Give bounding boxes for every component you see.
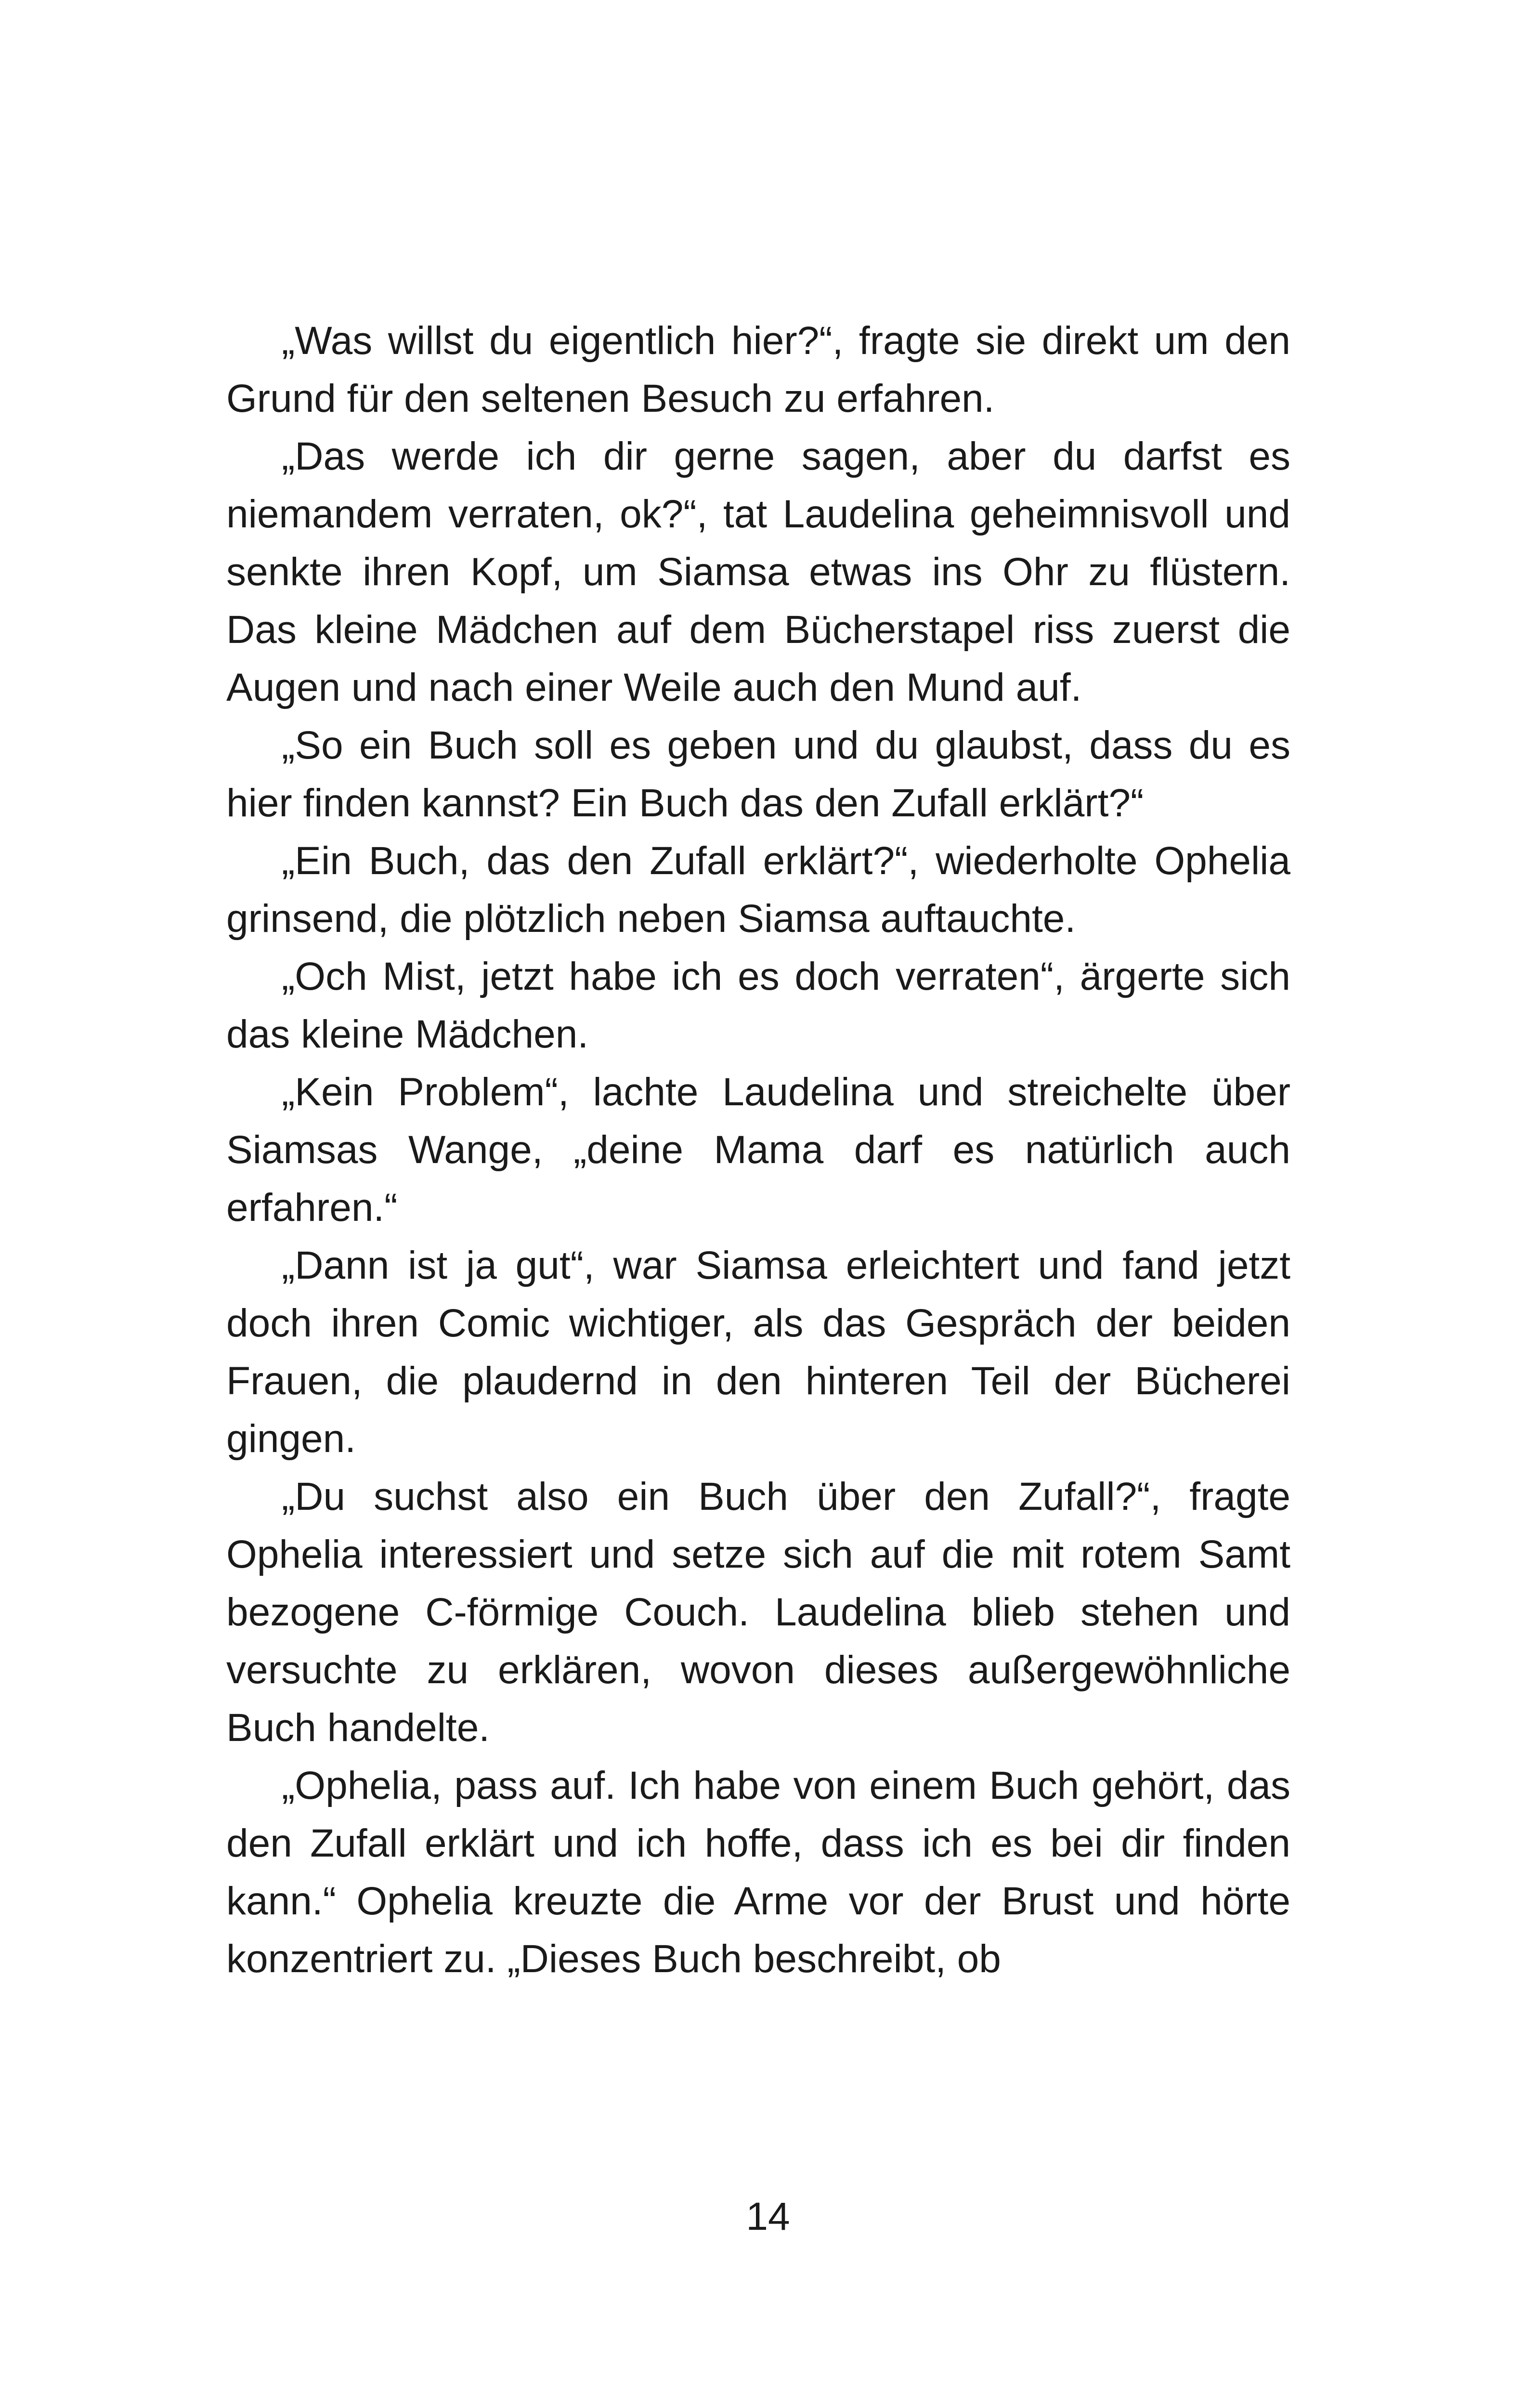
paragraph-5: „Och Mist, jetzt habe ich es doch verraten“, ärgerte sich das kleine Mädchen. xyxy=(226,955,1290,1056)
page-number: 14 xyxy=(746,2195,790,2238)
paragraph-8: „Du suchst also ein Buch über den Zufall?“, fragte Ophelia interessiert und setze sich auf die mit rotem Samt bezogene C-förmige Couch. Laudelina blieb stehen und versuchte zu erklären, wovon dieses außergewöhnliche Buch handelte. xyxy=(226,1475,1290,1750)
paragraph-1: „Was willst du eigentlich hier?“, fragte sie direkt um den Grund für den seltenen Besuch zu erfahren. xyxy=(226,319,1290,420)
paragraph-3: „So ein Buch soll es geben und du glaubst, dass du es hier finden kannst? Ein Buch das den Zufall erklärt?“ xyxy=(226,723,1290,825)
paragraph-6: „Kein Problem“, lachte Laudelina und streichelte über Siamsas Wange, „deine Mama darf es natürlich auch erfahren.“ xyxy=(226,1070,1290,1230)
paragraph-2: „Das werde ich dir gerne sagen, aber du darfst es niemandem verraten, ok?“, tat Laudelina geheimnisvoll und senkte ihren Kopf, um Siamsa etwas ins Ohr zu flüstern. Das kleine Mädchen auf dem Bücherstapel riss zuerst die Augen und nach einer Weile auch den Mund auf. xyxy=(226,434,1290,709)
paragraph-9: „Ophelia, pass auf. Ich habe von einem Buch gehört, das den Zufall erklärt und ich hoffe, dass ich es bei dir finden kann.“ Ophelia kreuzte die Arme vor der Brust und hörte konzentriert zu. „Dieses Buch beschreibt, ob xyxy=(226,1764,1290,1981)
paragraph-7: „Dann ist ja gut“, war Siamsa erleichtert und fand jetzt doch ihren Comic wichtiger, als das Gespräch der beiden Frauen, die plaudernd in den hinteren Teil der Bücherei gingen. xyxy=(226,1243,1290,1461)
paragraph-4: „Ein Buch, das den Zufall erklärt?“, wiederholte Ophelia grinsend, die plötzlich neben Siamsa auftauchte. xyxy=(226,839,1290,941)
body-text xyxy=(226,312,1290,1988)
